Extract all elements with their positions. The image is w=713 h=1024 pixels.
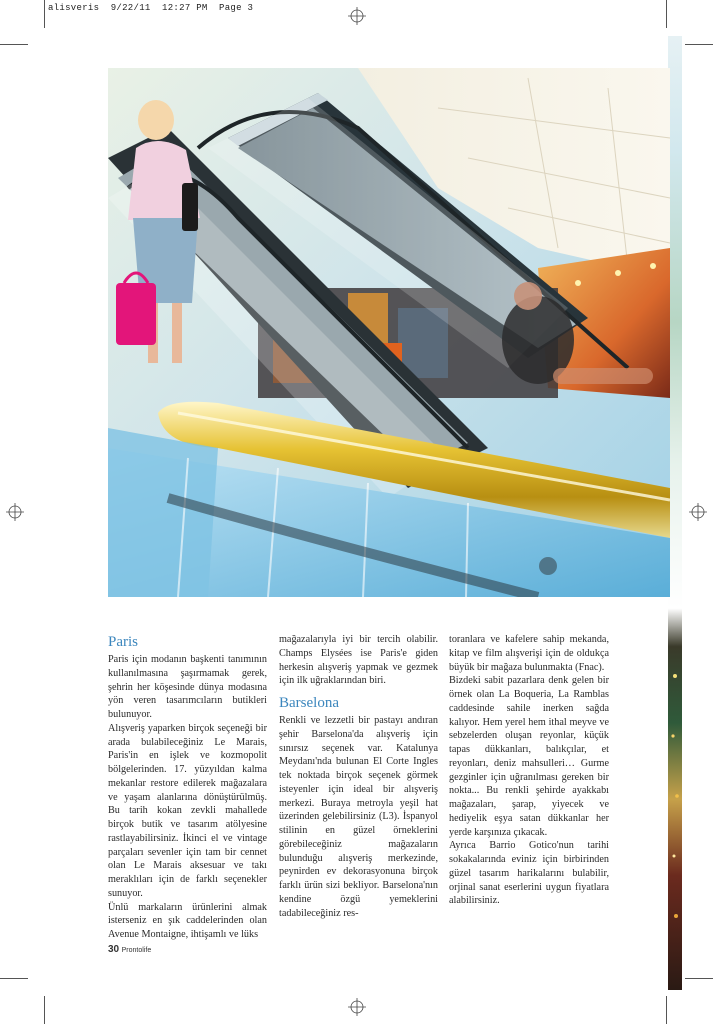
registration-mark-icon [348, 998, 366, 1016]
crop-mark [44, 996, 45, 1024]
paragraph: Ayrıca Barrio Gotico'nun tarihi sokakalarında eviniz için birbirinden güzel tasarım harikalarını bulabilir, orjinal sanat eserlerini uygun fiyatlara alabilirsiniz. [449, 840, 609, 907]
article-column-3 [449, 633, 609, 908]
paragraph: toranlara ve kafelere sahip mekanda, kitap ve film alışverişi için de oldukça büyük bir mağaza bulunmakta (Fnac). [449, 634, 609, 673]
paragraph: Alışveriş yaparken birçok seçeneği bir arada bulabileceğiniz Le Marais, Paris'in en işlek ve kozmopolit bölgelerinden. 17. yüzyıldan kalma mekanlar restore edilerek mağazalara ve yaşam alanlarına dönüştürülmüş. Bu tarih kokan zevkli mahallede birçok butik ve tasarım atölyesine rastlayabilirsiniz. İkinci el ve vintage parçaları sevenler için tam bir cennet olan Le Marais aksesuar ve takı meraklıları için de farklı seçenekler sunuyor. [108, 722, 267, 899]
hero-photo-escalator [108, 68, 670, 597]
registration-mark-icon [348, 7, 366, 25]
crop-mark [666, 0, 667, 28]
page-number: 30 [108, 944, 120, 955]
crop-mark [0, 978, 28, 979]
paragraph: Renkli ve lezzetli bir pastayı andıran şehir Barselona'da alışveriş için sınırsız seçenek var. Katalunya Meydanı'nda bulunan El Corte Ingles tek noktada birçok seçenek görmek isteyenler için ideal bir alışveriş merkezi. Buraya metroyla yeşil hat üzerinden gelebilirsiniz (L3). İspanyol stilinin en güzel örneklerini görebileceğiniz mağazaların bulunduğu alışveriş merkezinde, peynirden ev dekorasyonuna birçok farklı ürün sizi bekliyor. Barselona'nın kendine özgü yemeklerini tadabileceğiniz res- [279, 715, 438, 919]
paragraph: Paris için modanın başkenti tanımının kullanılmasına şaşırmamak gerek, şehrin her köşesinde dünya modasına yön veren tasarımcıların butikleri bulunuyor. [108, 654, 267, 720]
article-column-1 [108, 633, 267, 942]
crop-mark [0, 44, 28, 45]
registration-mark-icon [689, 503, 707, 521]
crop-mark [666, 996, 667, 1024]
crop-mark [685, 44, 713, 45]
article-column-2 [279, 633, 438, 920]
magazine-brand: Prontolife [121, 947, 152, 954]
paragraph: mağazalarıyla iyi bir tercih olabilir. Champs Elysées ise Paris'e giden herkesin alışveriş yapmak ve gezmek için ilk uğraklarından biri. [279, 634, 438, 687]
section-heading-barselona: Barselona [279, 695, 339, 711]
page-folio [108, 944, 151, 955]
crop-mark [685, 978, 713, 979]
registration-mark-icon [6, 503, 24, 521]
section-heading-paris: Paris [108, 634, 138, 650]
crop-mark [44, 0, 45, 28]
printer-slug: alisveris 9/22/11 12:27 PM Page 3 [48, 3, 254, 13]
page-edge-strip [668, 36, 682, 990]
paragraph: Bizdeki sabit pazarlara denk gelen bir örnek olan La Boqueria, La Ramblas caddesinde sahile inerken sağda kalıyor. Hem yerel hem ithal meyve ve sebzelerden oluşan reyonlar, küçük tapas dükkanları, balıkçılar, et reyonları, deniz mahsulleri… Gurme gezginler için uğranılması gereken bir nokta... Bu renkli şehirde ayakkabı mağazaları, şarap, yiyecek ve hediyelik eşya satan dükkanlar her yerde karşınıza çıkacak. [449, 675, 609, 838]
paragraph: Ünlü markaların ürünlerini almak isterseniz en şık caddelerinden olan Avenue Montaigne, ihtişamlı ve lüks [108, 901, 267, 940]
